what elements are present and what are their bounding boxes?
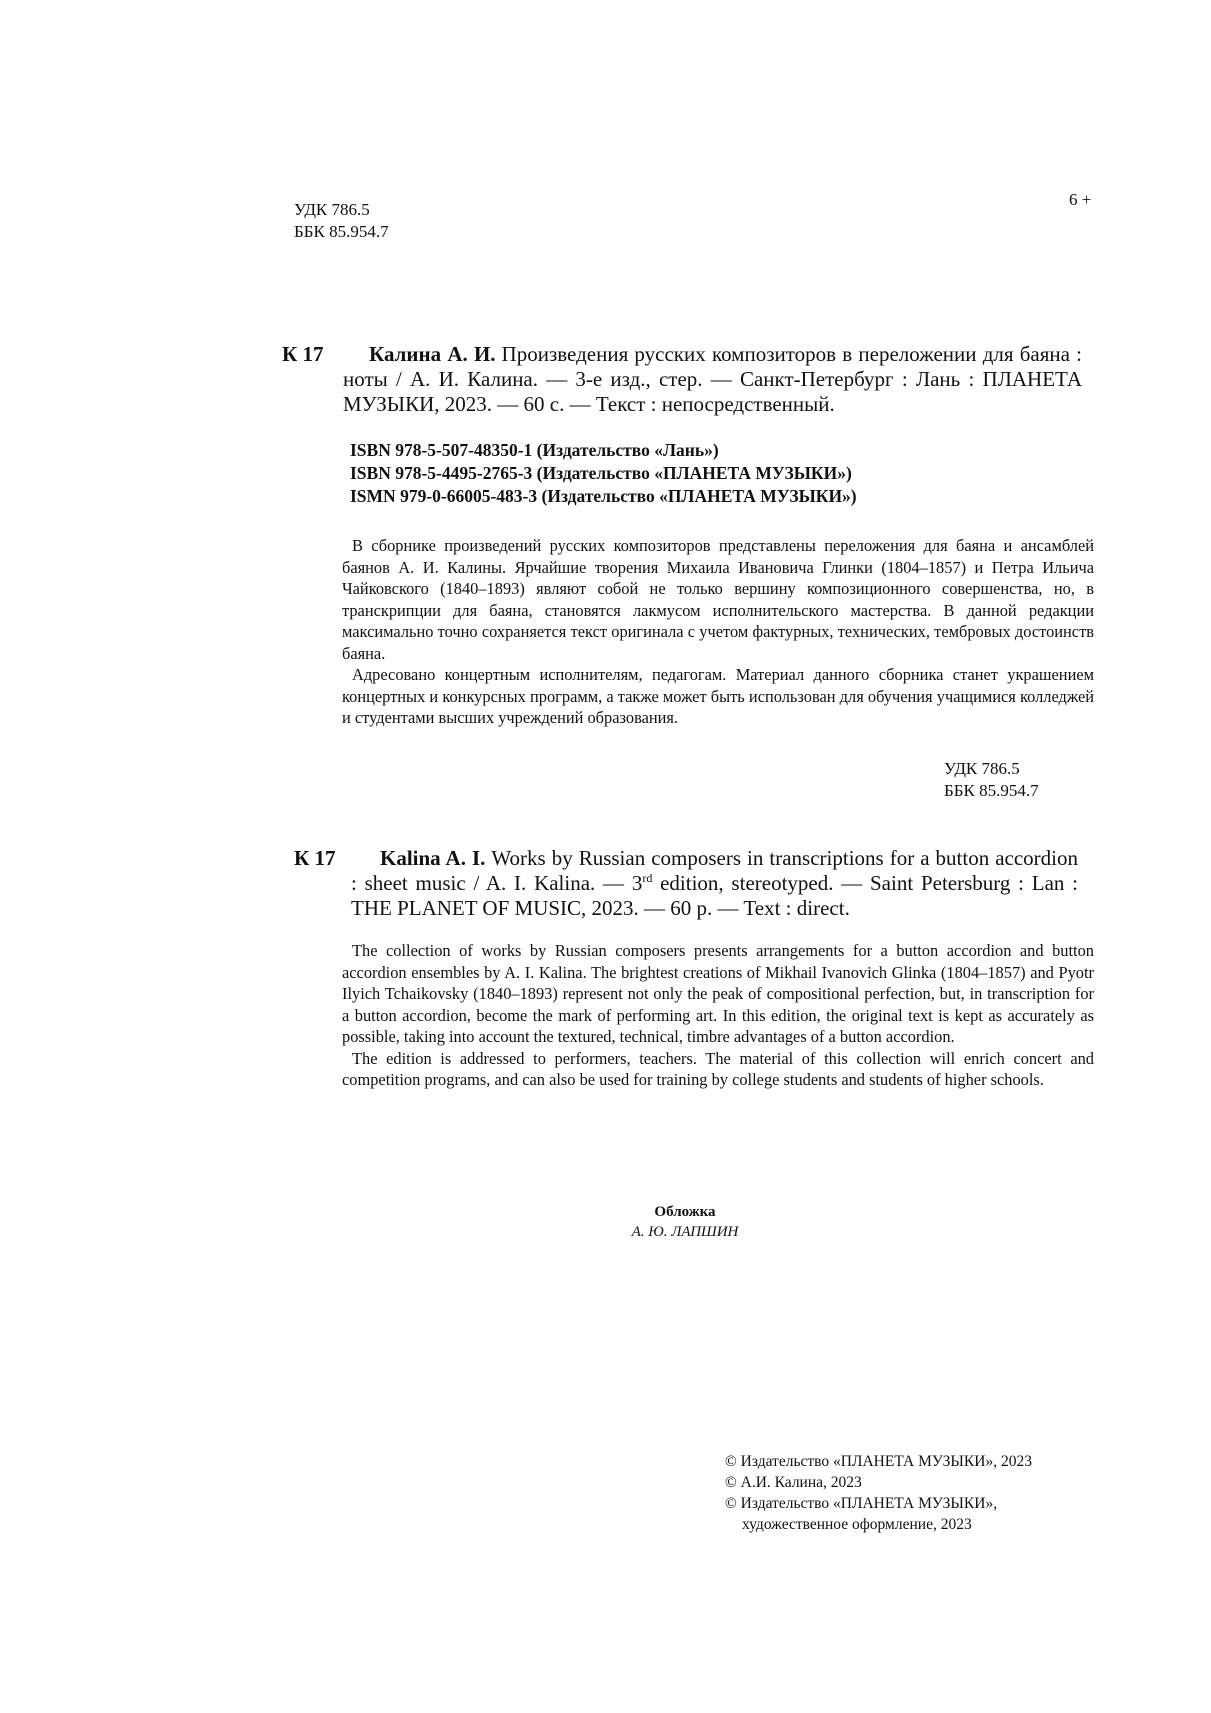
bbk-code: ББК 85.954.7 <box>294 222 389 241</box>
en-entry-text <box>351 846 1078 921</box>
en-entry-author: Kalina A. I. <box>380 846 486 870</box>
ru-entry-code: К 17 <box>282 342 324 366</box>
cover-credit <box>560 1202 810 1242</box>
cover-designer: А. Ю. ЛАПШИН <box>631 1224 739 1240</box>
ru-abstract <box>342 535 1094 729</box>
en-entry-code: К 17 <box>294 846 336 870</box>
ru-entry-text <box>343 342 1082 417</box>
isbn-planeta: ISBN 978-5-4495-2765-3 (Издательство «ПЛАНЕТА МУЗЫКИ») <box>350 463 852 483</box>
en-abstract-paragraph-1: The collection of works by Russian composers presents arrangements for a button accordion and button accordion ensembles by A. I. Kalina. The brightest creations of Mikhail Ivanovich Glinka (1804–1857) and Pyotr Ilyich Tchaikovsky (1840–1893) represent not only the peak of compositional perfection, but, in transcription for a button accordion, become the mark of performing art. In this edition, the original text is kept as accurately as possible, taking into account the textured, technical, timbre advantages of a button accordion. <box>342 941 1094 1046</box>
ru-abstract-paragraph-1: В сборнике произведений русских композиторов представлены переложения для баяна и ансамблей баянов А. И. Калины. Ярчайшие творения Михаила Ивановича Глинки (1804–1857) и Петра Ильича Чайковского (1840–1893) являют собой не только вершину композиционного совершенства, но, в транскрипции для баяна, становятся лакмусом исполнительского мастерства. В данной редакции максимально точно сохраняется текст оригинала с учетом фактурных, технических, тембровых достоинств баяна. <box>342 536 1094 663</box>
copyright-block <box>725 1451 1032 1535</box>
en-abstract-paragraph-2: The edition is addressed to performers, teachers. The material of this collection will enrich concert and competition programs, and can also be used for training by college students and students of higher schools. <box>342 1048 1094 1089</box>
copyright-line-4: художественное оформление, 2023 <box>742 1516 972 1533</box>
copyright-line-2: © А.И. Калина, 2023 <box>725 1474 862 1491</box>
en-entry-superscript: rd <box>642 871 653 885</box>
identifier-list <box>350 439 857 508</box>
ru-entry-classification-codes <box>944 758 1039 802</box>
cover-label: Обложка <box>654 1204 716 1220</box>
top-classification-codes <box>294 199 389 243</box>
ru-entry-author: Калина А. И. <box>369 342 496 366</box>
udk-code: УДК 786.5 <box>294 200 370 219</box>
copyright-line-1: © Издательство «ПЛАНЕТА МУЗЫКИ», 2023 <box>725 1453 1032 1470</box>
ru-entry-udk: УДК 786.5 <box>944 759 1020 778</box>
en-abstract <box>342 940 1094 1091</box>
age-rating: 6 + <box>1069 190 1092 209</box>
en-entry-description-b: edition, stereotyped. — Saint Petersburg : Lan : THE PLANET OF MUSIC, 2023. — 60 p. — Text : direct. <box>351 871 1078 920</box>
copyright-line-3: © Издательство «ПЛАНЕТА МУЗЫКИ», <box>725 1495 998 1512</box>
ru-entry-description: Произведения русских композиторов в переложении для баяна : ноты / А. И. Калина. — 3-е изд., стер. — Санкт-Петербург : Лань : ПЛАНЕТА МУЗЫКИ, 2023. — 60 с. — Текст : непосредственный. <box>343 342 1083 416</box>
ru-abstract-paragraph-2: Адресовано концертным исполнителям, педагогам. Материал данного сборника станет украшением концертных и конкурсных программ, а также может быть использован для обучения учащимися колледжей и студентами высших учреждений образования. <box>342 665 1094 727</box>
isbn-lan: ISBN 978-5-507-48350-1 (Издательство «Лань») <box>350 440 719 460</box>
ismn-planeta: ISMN 979-0-66005-483-3 (Издательство «ПЛАНЕТА МУЗЫКИ») <box>350 486 857 506</box>
ru-entry-bbk: ББК 85.954.7 <box>944 781 1039 800</box>
en-entry-description-a: Works by Russian composers in transcriptions for a button accordion : sheet music / A. I. Kalina. — 3 <box>351 846 1078 895</box>
